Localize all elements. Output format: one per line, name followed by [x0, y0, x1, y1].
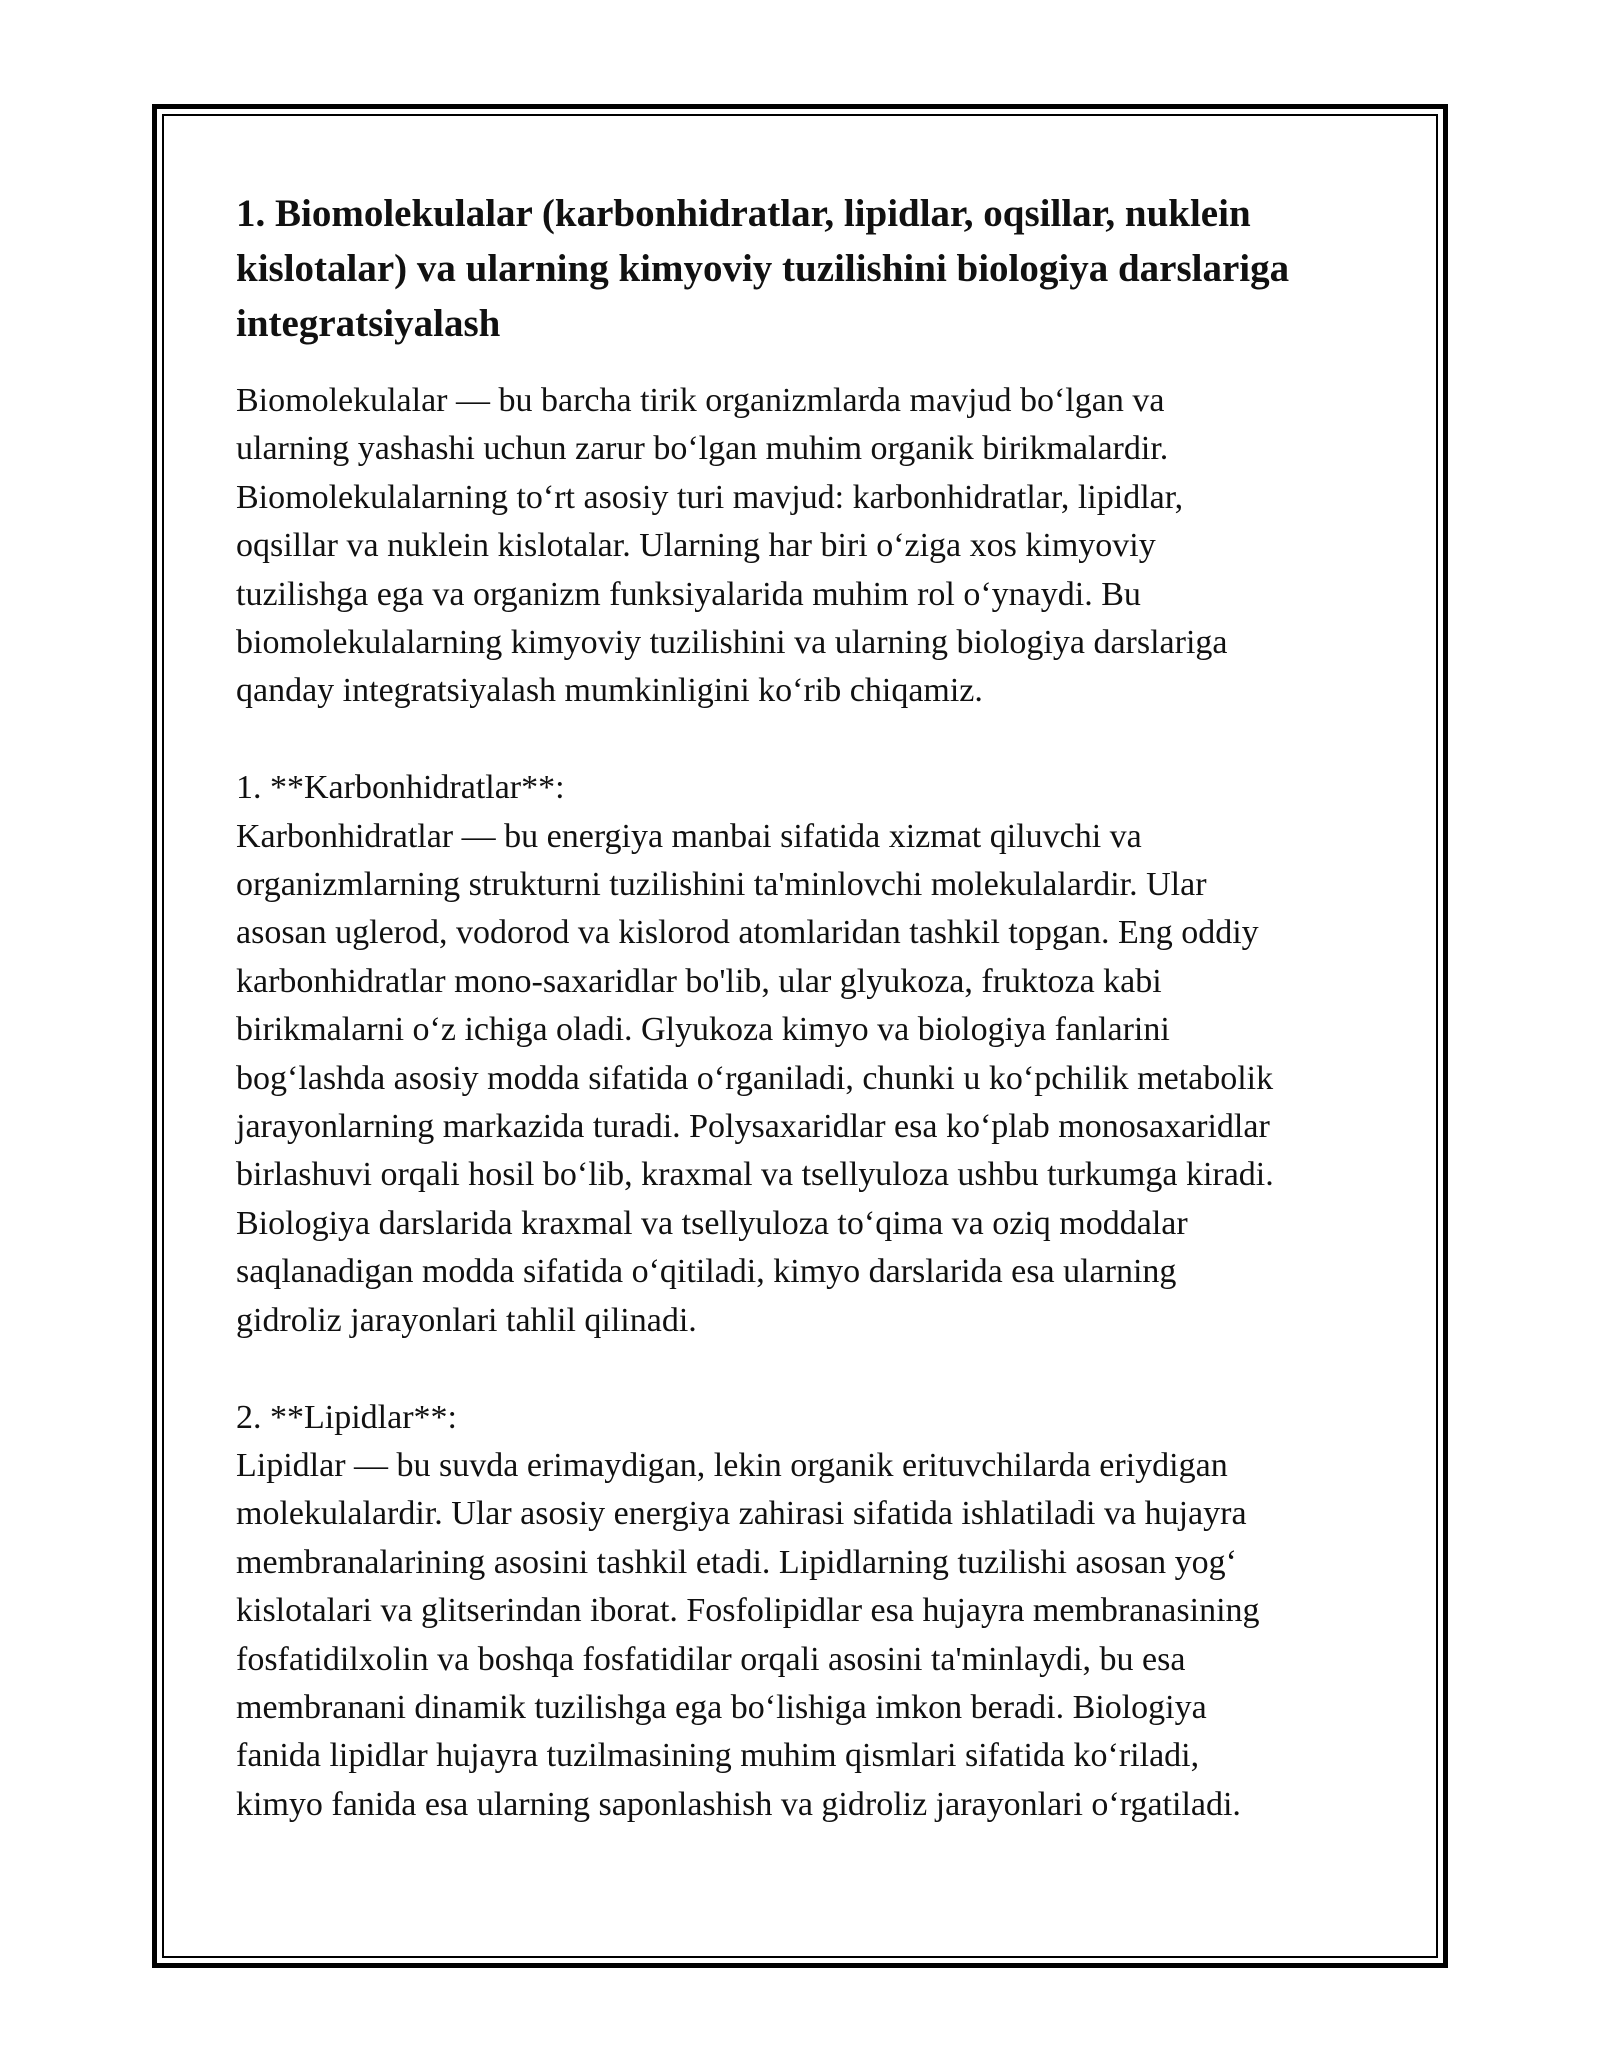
- intro-paragraph: Biomolekulalar — bu barcha tirik organizmlarda mavjud bo‘lgan va ularning yashashi uchun zarur bo‘lgan muhim organik birikmalardir. Biomolekulalarning to‘rt asosiy turi mavjud: karbonhidratlar, lipidlar, oqsillar va nuklein kislotalar. Ularning har biri o‘ziga xos kimyoviy tuzilishga ega va organizm funksiyalarida muhim rol o‘ynaydi. Bu biomolekulalarning kimyoviy tuzilishini va ularning biologiya darslariga qanday integratsiyalash mumkinligini ko‘rib chiqamiz.: [236, 382, 1228, 710]
- document-title: 1. Biomolekulalar (karbonhidratlar, lipidlar, oqsillar, nuklein kislotalar) va ularning kimyoviy tuzilishini biologiya darslariga integratsiyalash: [236, 192, 1290, 345]
- paragraph-spacer: [236, 1345, 1366, 1393]
- section-body-lipids: Lipidlar — bu suvda erimaydigan, lekin organik erituvchilarda eriydigan molekulalardir. Ular asosiy energiya zahirasi sifatida ishlatiladi va hujayra membranalarining asosini tashkil etadi. Lipidlarning tuzilishi asosan yog‘ kislotalari va glitserindan iborat. Fosfolipidlar esa hujayra membranasining fosfatidilxolin va boshqa fosfatidilar orqali asosini ta'minlaydi, bu esa membranani dinamik tuzilishga ega bo‘lishiga imkon beradi. Biologiya fanida lipidlar hujayra tuzilmasining muhim qismlari sifatida ko‘riladi, kimyo fanida esa ularning saponlashish va gidroliz jarayonlari o‘rgatiladi.: [236, 1446, 1260, 1823]
- document-body: [236, 186, 1366, 1829]
- section-heading-lipids: 2. **Lipidlar**:: [236, 1398, 457, 1436]
- section-body-carbohydrates: Karbonhidratlar — bu energiya manbai sifatida xizmat qiluvchi va organizmlarning strukturni tuzilishini ta'minlovchi molekulalardir. Ular asosan uglerod, vodorod va kislorod atomlaridan tashkil topgan. Eng oddiy karbonhidratlar mono-saxaridlar bo'lib, ular glyukoza, fruktoza kabi birikmalarni o‘z ichiga oladi. Glyukoza kimyo va biologiya fanlarini bog‘lashda asosiy modda sifatida o‘rganiladi, chunki u ko‘pchilik metabolik jarayonlarning markazida turadi. Polysaxaridlar esa ko‘plab monosaxaridlar birlashuvi orqali hosil bo‘lib, kraxmal va tsellyuloza ushbu turkumga kiradi. Biologiya darslarida kraxmal va tsellyuloza to‘qima va oziq moddalar saqlanadigan modda sifatida o‘qitiladi, kimyo darslarida esa ularning gidroliz jarayonlari tahlil qilinadi.: [236, 817, 1274, 1339]
- paragraph-spacer: [236, 716, 1366, 764]
- section-heading-carbohydrates: 1. **Karbonhidratlar**:: [236, 769, 565, 807]
